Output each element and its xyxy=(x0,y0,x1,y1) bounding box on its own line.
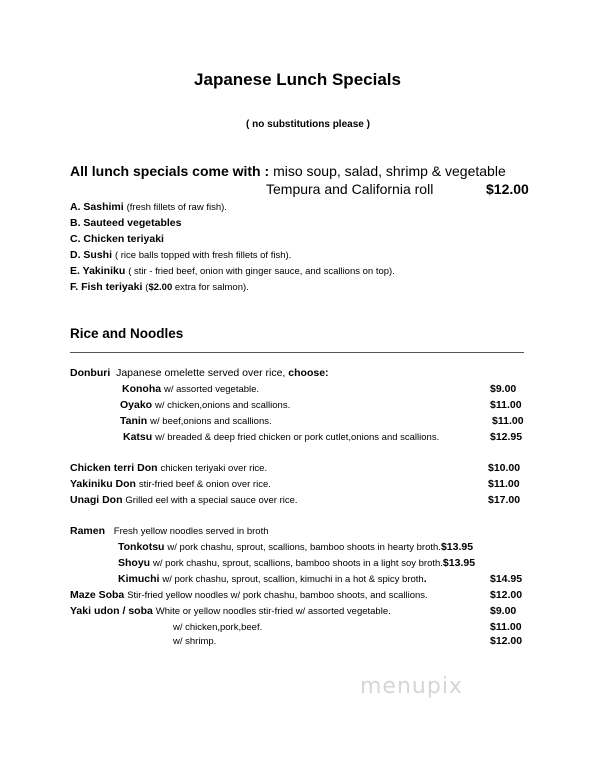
don-item-price: $10.00 xyxy=(488,462,521,474)
ramen-row: Ramen Fresh yellow noodles served in broth xyxy=(70,525,269,537)
yaki-udon-option: w/ chicken,pork,beef. xyxy=(173,622,263,633)
section-heading: Rice and Noodles xyxy=(70,326,184,341)
donburi-option: Konoha w/ assorted vegetable. xyxy=(122,383,260,395)
donburi-option: Katsu w/ breaded & deep fried chicken or pork cutlet,onions and scallions. xyxy=(123,431,440,443)
page-title: Japanese Lunch Specials xyxy=(194,70,401,89)
donburi-row: Donburi Japanese omelette served over rice, choose: xyxy=(70,367,329,379)
don-item: Yakiniku Don stir-fried beef & onion over rice. xyxy=(70,478,271,490)
donburi-option-price: $11.00 xyxy=(490,399,522,411)
section-divider xyxy=(70,352,524,353)
yaki-udon-price: $9.00 xyxy=(490,605,517,617)
donburi-option-price: $11.00 xyxy=(492,415,524,427)
yaki-udon-row: Yaki udon / soba White or yellow noodles stir-fried w/ assorted vegetable. xyxy=(70,605,391,617)
don-item-price: $11.00 xyxy=(488,478,520,490)
watermark: menupix xyxy=(360,674,463,699)
ramen-option: Kimuchi w/ pork chashu, sprout, scallion, kimuchi in a hot & spicy broth. xyxy=(118,573,427,585)
specials-intro xyxy=(70,163,506,179)
special-item: F. Fish teriyaki ($2.00 extra for salmon). xyxy=(70,281,249,293)
special-item: E. Yakiniku ( stir - fried beef, onion with ginger sauce, and scallions on top). xyxy=(70,265,395,277)
yaki-udon-option: w/ shrimp. xyxy=(173,636,217,647)
special-item: C. Chicken teriyaki xyxy=(70,233,164,245)
donburi-option-price: $9.00 xyxy=(490,383,517,395)
maze-soba-price: $12.00 xyxy=(490,589,523,601)
page-subtitle: ( no substitutions please ) xyxy=(246,119,370,130)
donburi-option: Oyako w/ chicken,onions and scallions. xyxy=(120,399,291,411)
don-item-price: $17.00 xyxy=(488,494,521,506)
specials-intro-line1: miso soup, salad, shrimp & vegetable xyxy=(273,163,506,179)
yaki-udon-option-price: $11.00 xyxy=(490,621,522,633)
special-item: B. Sauteed vegetables xyxy=(70,217,182,229)
maze-soba-row: Maze Soba Stir-fried yellow noodles w/ pork chashu, bamboo shoots, and scallions. xyxy=(70,589,428,601)
donburi-option: Tanin w/ beef,onions and scallions. xyxy=(120,415,272,427)
ramen-option-price: $14.95 xyxy=(490,573,523,585)
special-item: D. Sushi ( rice balls topped with fresh fillets of fish). xyxy=(70,249,292,261)
special-item: A. Sashimi (fresh fillets of raw fish). xyxy=(70,201,227,213)
specials-intro-line2: Tempura and California roll xyxy=(266,181,434,197)
donburi-option-price: $12.95 xyxy=(490,431,523,443)
ramen-option: Tonkotsu w/ pork chashu, sprout, scallions, bamboo shoots in hearty broth.$13.95 xyxy=(118,541,474,553)
ramen-option: Shoyu w/ pork chashu, sprout, scallions, bamboo shoots in a light soy broth.$13.95 xyxy=(118,557,476,569)
yaki-udon-option-price: $12.00 xyxy=(490,635,523,647)
don-item: Chicken terri Don chicken teriyaki over rice. xyxy=(70,462,268,474)
don-item: Unagi Don Grilled eel with a special sauce over rice. xyxy=(70,494,298,506)
specials-intro-label: All lunch specials come with : xyxy=(70,163,270,179)
specials-price: $12.00 xyxy=(486,181,529,197)
